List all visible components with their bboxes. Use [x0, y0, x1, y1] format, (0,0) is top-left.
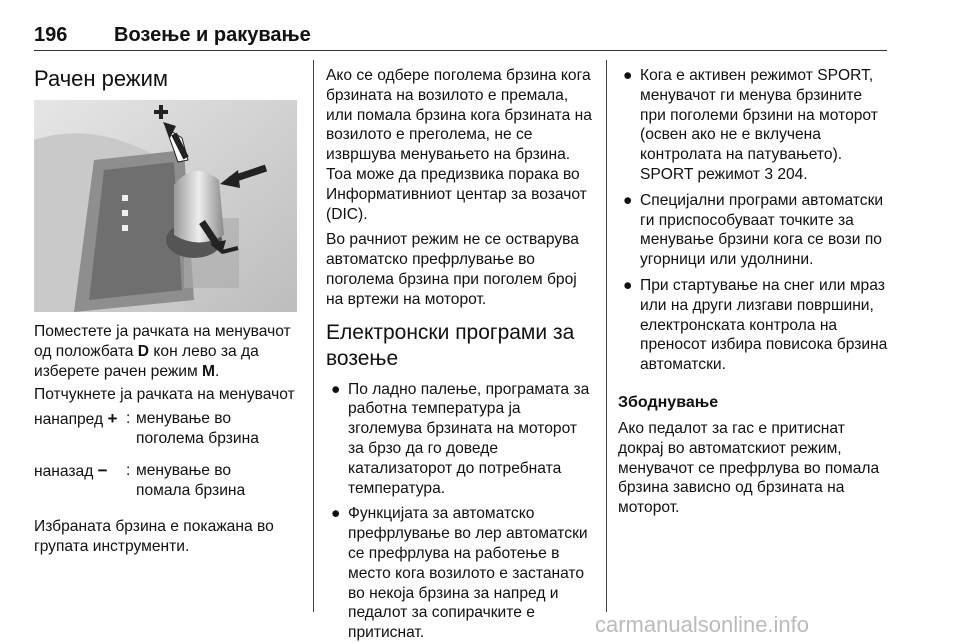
section-title-manual-mode: Рачен режим	[34, 66, 169, 91]
right-column	[618, 66, 890, 518]
position-d: D	[137, 342, 150, 360]
page-reference: 3 204.	[764, 165, 808, 183]
section-title-kickdown: Збоднување	[618, 393, 719, 411]
bullet-icon: ●	[331, 380, 341, 398]
electronic-programs-list	[326, 380, 594, 643]
gear-lever-illustration	[34, 100, 297, 312]
bullet-icon: ●	[623, 191, 633, 209]
bullet-icon: ●	[331, 505, 341, 523]
left-column-text	[34, 322, 299, 557]
list-item: ● По ладно палење, програмата за работна температура ја зголемува брзината на моторот за брзо да го доведе катализаторот до потребната температура.	[331, 380, 590, 497]
right-programs-list	[618, 66, 890, 375]
shift-row-down: наназад − : менување во помала брзина	[34, 461, 246, 499]
page-header	[34, 24, 887, 50]
paragraph-kickdown: Ако педалот за гас е притиснат докрај во автоматскиот режим, менувачот се префрлува во помала брзина зависно од брзината на моторот.	[618, 419, 880, 517]
list-item: ● Функцијата за автоматско префрлување во лер автоматски се префрлува на работење в место кога возилото е застанато во некоја брзина за напред и педалот за сопирачките е притиснат.	[331, 505, 588, 642]
paragraph-gear-shown: Избраната брзина е покажана во групата инструменти.	[34, 518, 274, 555]
paragraph-gear-limits: Ако се одбере поголема брзина кога брзината на возилото е премала, или помала брзина кога брзината на возилото е преголема, не се извршува менувањето на брзина. Тоа може да предизвика порака во Информативниот центар за возачот (DIC).	[326, 67, 592, 223]
header-rule	[34, 50, 887, 51]
list-item: ● Специјални програми автоматски ги приспособуваат точките за менување брзини кога се вози по угорници или удолнини.	[623, 191, 884, 269]
plus-icon: +	[107, 409, 118, 429]
bullet-icon: ●	[623, 67, 633, 84]
footer-watermark: carmanualsonline.info	[595, 612, 810, 637]
list-item: ● Кога е активен режимот SPORT, менувачот ги менува брзините при поголеми брзини на моторот (освен ако не е вклучена контролата на патувањето). SPORT режимот 3 204.	[623, 67, 878, 183]
page-number: 196	[34, 24, 68, 46]
position-m: М	[202, 362, 216, 380]
paragraph-no-auto-upshift: Во рачниот режим не се остварува автоматско префрлување во поголема брзина при поголем број на вртежи на моторот.	[326, 231, 579, 308]
shift-row-up: нанапред + : менување во поголема брзина	[34, 409, 259, 447]
chapter-title: Возење и ракување	[114, 24, 311, 46]
left-column	[34, 66, 299, 92]
paragraph-select-manual: Поместете ја рачката на менувачот од положбата D кон лево за да изберете рачен режим М.	[34, 323, 291, 380]
paragraph-tap-lever: Потчукнете ја рачката на менувачот	[34, 386, 295, 404]
middle-column	[326, 66, 594, 643]
column-divider-2	[606, 60, 607, 612]
shift-table	[34, 409, 299, 503]
section-title-electronic-programs: Електронски програми за возење	[326, 320, 575, 370]
list-item: ● При стартување на снег или мраз или на други лизгави површини, електронската контрола на преносот избира повисока брзина автоматски.	[623, 276, 888, 374]
column-divider-1	[313, 60, 314, 612]
minus-icon: −	[97, 461, 108, 481]
gear-lever-photo	[34, 100, 297, 312]
bullet-icon: ●	[623, 276, 633, 294]
